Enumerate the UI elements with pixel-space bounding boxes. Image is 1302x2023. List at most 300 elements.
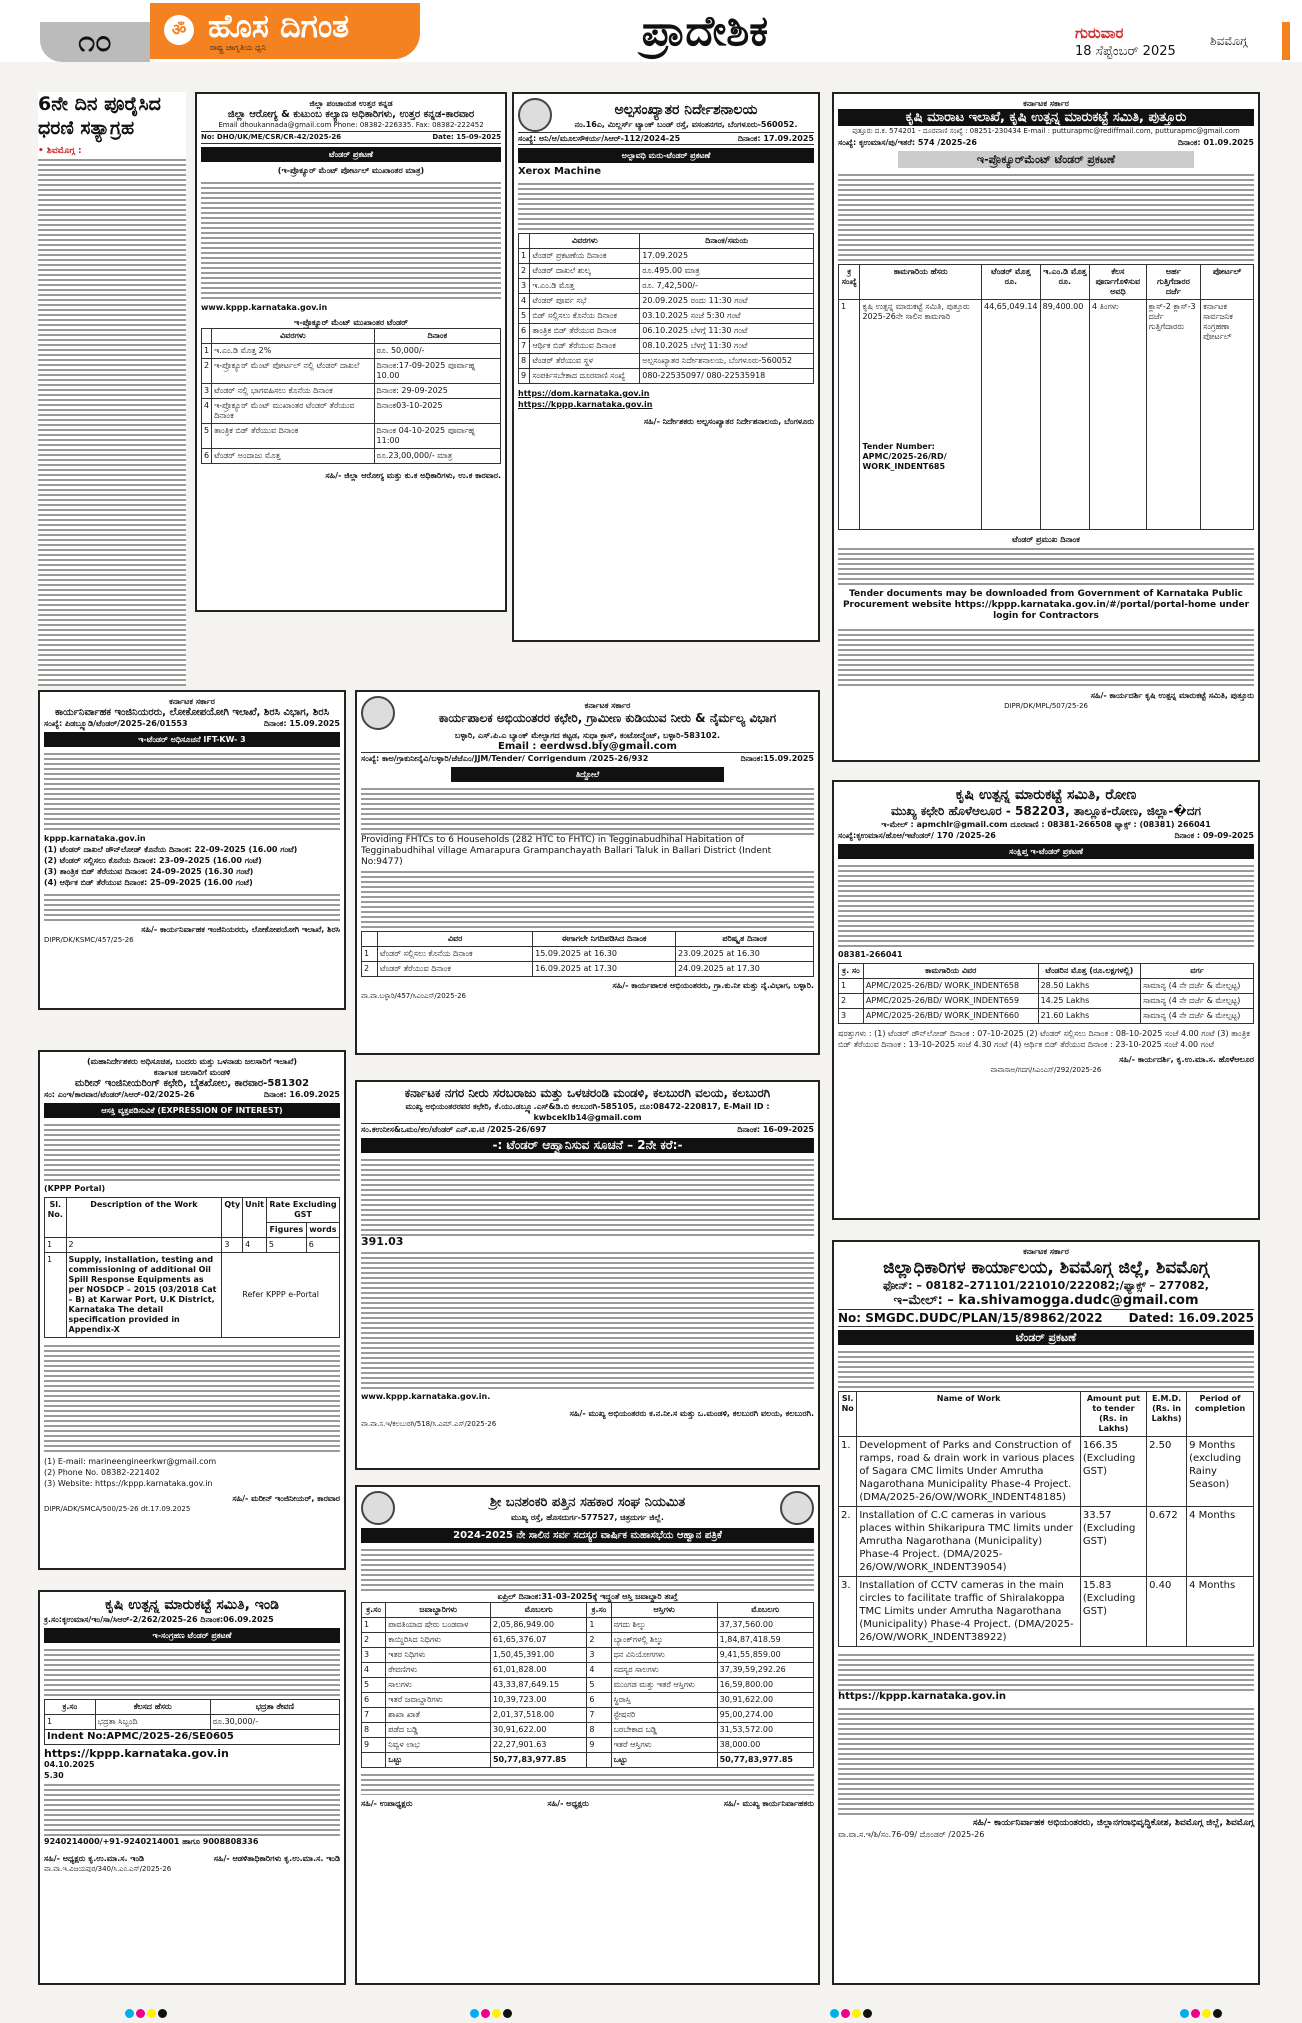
table-cell: 6 [362,1693,386,1708]
tender-table [361,931,814,977]
ad-signature: ಸಹಿ/- ಉಪಾಧ್ಯಕ್ಷರು [361,1799,413,1808]
col-header: ಈಗಾಗಲೇ ನಿಗದಿಪಡಿಸಿದ ದಿನಾಂಕ [533,932,676,947]
table-cell: 21.60 Lakhs [1038,1009,1141,1024]
issue-day: ಗುರುವಾರ [1075,24,1124,42]
ad-schedule-text [838,545,1254,585]
ad-ballari-rdws [355,690,820,1055]
table-cell: 1 [519,249,530,264]
ad-title: ಕಾರ್ಯನಿರ್ವಾಹಕ ಇಂಜಿನಿಯರರು, ಲೋಕೋಪಯೋಗಿ ಇಲಾಖೆ, ಶಿರಸಿ ವಿಭಾಗ, ಶಿರಸಿ [54,707,330,718]
ad-body-text [838,862,1254,947]
table-cell: ಇತರೆ ಆಸ್ತಿಗಳು [611,1738,717,1753]
ad-phone: 9240214000/+91-9240214001 ಹಾಗೂ 9008808336 [44,1837,259,1846]
ad-gov: ಕರ್ನಾಟಕ ಸರ್ಕಾರ [1023,99,1069,108]
ad-address: ನಂ.16ಎ, ಮಿಲ್ಲರ್ಸ್ ಟ್ಯಾಂಕ್ ಬಂಡ್ ರಸ್ತೆ, ವಸಂತನಗರ, ಬೆಂಗಳೂರು-560052. [574,119,798,129]
table-cell: 4 [202,399,212,424]
table-cell: Installation of C.C cameras in various places within Shikaripura TMC limits under Amrutha Nagarothana (Municipality) Phase-4 Project. (DMA/2025-26/OW/WORK_INDENT39054) [857,1507,1081,1577]
ad-contact: ಮುಖ್ಯ ಅಭಿಯಂತರರವರ ಕಛೇರಿ, ಕೆ.ಯು.ಡಬ್ಲ್ಯೂ.ಎಸ್&ಡಿ.ಬಿ ಕಲಬುರಗಿ-585105, ದೂ:08472-220817, E-Mail ID : kwbceklb14@gmail.com [405,1102,770,1122]
ad-website[interactable]: www.kppp.karnataka.gov.in. [361,1392,491,1401]
table-row [519,354,814,369]
table-cell: ಸಾಮಾನ್ಯ (4 ನೇ ದರ್ಜೆ & ಮೇಲ್ಪಟ್ಟ) [1141,1009,1254,1024]
ad-ref: ಸಂಖ್ಯೆ:ಕೃಉಮಾಸ/ಹೊಆ/ಇಟೆಂಡರ್/ 170 /2025-26 [838,831,996,840]
ad-body-text [838,1705,1254,1815]
table-cell: ರೂ.23,00,000/- ಮಾತ್ರ [374,449,500,464]
table-cell: 2 [587,1633,611,1648]
col-header: ಟೆಂಡರಿನ ಮೊತ್ತ (ರೂ.ಲಕ್ಷಗಳಲ್ಲಿ) [1038,964,1141,979]
table-cell: 16.09.2025 at 17.30 [533,962,676,977]
table-cell: 9,41,55,859.00 [717,1648,813,1663]
tender-table: Sl. No. Description of the Work Qty Unit Rate Excluding GST Figures words 1 2 3 4 5 6 1 Supply, installation, testing and commissioning of additional Oil Spill Response Equipments as per NOSDCP – 2015 (03/2018 Cat – B) at Karwar Port, U.K District, Karnataka The detail specification provided in Appendix-X Refer KPPP e-Portal [44,1197,340,1338]
ad-notice: ಇ-ಟೆಂಡರ್ ಅಧಿಸೂಚನೆ IFT-KW- 3 [44,732,340,747]
ad-date: Dated: 16.09.2025 [1128,1311,1254,1325]
ad-signature: ಸಹಿ/- ನಿರ್ದೇಶಕರು ಅಲ್ಪಸಂಖ್ಯಾತರ ನಿರ್ದೇಶನಾಲಯ, ಬೆಂಗಳೂರು [643,417,814,426]
table-cell: 3 [519,279,530,294]
accent-bar [1282,22,1290,60]
ad-puttur-apmc [832,92,1260,762]
col-header: ಕೆಲಸ ಪೂರ್ಣಗೊಳಿಸುವ ಅವಧಿ [1090,265,1147,300]
table-cell: ಸ್ಥಿರಾಸ್ತಿ [611,1693,717,1708]
ad-sirsi-pwd [38,690,346,1010]
issue-date: 18 ಸೆಪ್ಟೆಂಬರ್ 2025 [1075,44,1176,59]
table-cell: 16,59,800.00 [717,1678,813,1693]
table-row [362,1708,814,1723]
table-row [202,424,501,449]
table-row [362,947,814,962]
ad-ref: No: DHO/UK/ME/CSR/CR-42/2025-26 [201,133,342,141]
table-cell: ಟೆಂಡರ್ ಅಂದಾಜು ಮೊತ್ತ [212,449,374,464]
table-cell: 61,01,828.00 [490,1663,586,1678]
ad-title: ಜಿಲ್ಲಾ ಆರೋಗ್ಯ & ಕುಟುಂಬ ಕಲ್ಯಾಣ ಅಧಿಕಾರಿಗಳು, ಉತ್ತರ ಕನ್ನಡ-ಕಾರವಾರ [227,109,475,120]
table-cell: 17.09.2025 [640,249,814,264]
col-header: ಭದ್ರತಾ ಠೇವಣಿ [210,1700,339,1715]
ad-signature: ಸಹಿ/- ಅಧ್ಯಕ್ಷರು [547,1799,589,1808]
ad-body-text [518,180,814,230]
ad-download-note[interactable]: Tender documents may be downloaded from Government of Karnataka Public Procurement website https://kppp.karnataka.gov.in/#/portal/portal-home under login for Contractors [842,589,1250,621]
table-cell: 1 [362,1618,386,1633]
ad-date: ದಿನಾಂಕ: 16-09-2025 [737,1125,814,1134]
table-cell: 33.57 (Excluding GST) [1080,1507,1146,1577]
col-header: ಪರಿಷ್ಕೃತ ದಿನಾಂಕ [676,932,814,947]
table-cell: ಇತರ ನಿಧಿಗಳು [386,1648,491,1663]
col-header: ಇ.ಎಂ.ಡಿ ಮೊತ್ತ ರೂ. [1040,265,1089,300]
table-cell: Installation of CCTV cameras in the main circles to facilitate traffic of Shiralakoppa TMC Limits under Amrutha Nagarothana (Municipality) Phase-4 Project. (DMA/2025-26/OW/WORK_INDENT38922) [857,1577,1081,1647]
ad-date: ದಿನಾಂಕ: 16.09.2025 [263,1090,340,1099]
table-cell: ಸ್ಟೇಷನರಿ [611,1708,717,1723]
ad-dipr: ವಾ.ವಾ.ಬಳ್ಳಾರಿ/457/ಸಿಎಂಎಸ್/2025-26 [361,992,467,1000]
ad-body-text [44,1121,340,1181]
col-header: ಕೆಲಸದ ಹೆಸರು [95,1700,210,1715]
ad-signature: ಸಹಿ/- ಕಾರ್ಯನಿರ್ವಾಹಕ ಇಂಜಿನಿಯರರು, ಲೋಕೋಪಯೋಗಿ ಇಲಾಖೆ, ಶಿರಸಿ [141,925,340,934]
ad-body-text [361,1249,814,1389]
ad-date: ದಿನಾಂಕ:15.09.2025 [740,754,814,763]
ad-dipr: ವಾವಾಸಾಅ/ಗದಗ/ಸಿಎಂಎಸ್/292/2025-26 [990,1066,1102,1074]
table-cell: 080-22535097/ 080-22535918 [640,369,814,384]
table-cell: 5 [519,309,530,324]
table-row [839,1437,1254,1507]
brand-name: ಹೊಸ ದಿಗಂತ [208,7,350,45]
ad-title: ಕೃಷಿ ಉತ್ಪನ್ನ ಮಾರುಕಟ್ಟೆ ಸಮಿತಿ, ರೋಣ [955,787,1137,803]
table-row [519,294,814,309]
ad-contact: Email dhoukannada@gmail.com Phone: 08382-226335. Fax: 08382-222452 [218,121,484,129]
table-cell: 8 [587,1723,611,1738]
table-cell: 3 [587,1648,611,1663]
table-cell: 7 [519,339,530,354]
ad-title: ಮರೀನ್ ಇಂಜಿನೀಯರಿಂಗ್ ಕಛೇರಿ, ಬೈತಖೋಲ, ಕಾರವಾರ-581302 [74,1078,310,1089]
table-cell: ರೂ. 50,000/- [374,344,500,359]
table-cell: ತಾಂತ್ರಿಕ ಬಿಡ್ ತೆರೆಯುವ ದಿನಾಂಕ [530,324,640,339]
ad-notice: ಆಸಕ್ತಿ ವ್ಯಕ್ತಪಡಿಸುವಿಕೆ (EXPRESSION OF INTEREST) [44,1103,340,1118]
table-row [519,264,814,279]
ad-notice: -: ಟೆಂಡರ್ ಆಹ್ವಾನಿಸುವ ಸೂಚನೆ – 2ನೇ ಕರೆ:- [361,1138,814,1153]
table-cell: 43,33,87,649.15 [490,1678,586,1693]
col-header: ವಿವರ [378,932,533,947]
col-header: ದಿನಾಂಕ/ಸಮಯ [640,234,814,249]
col-header: ಟೆಂಡರ್ ಮೊತ್ತ ರೂ. [981,265,1040,300]
ad-portal: (KPPP Portal) [44,1184,106,1193]
table-row [519,339,814,354]
ad-title: ಶ್ರೀ ಬನಶಂಕರಿ ಪತ್ತಿನ ಸಹಕಾರ ಸಂಘ ನಿಯಮಿತ [489,1494,686,1510]
government-emblem-icon [361,696,395,730]
ad-address: ಮುಖ್ಯ ರಸ್ತೆ, ಹೊಸದುರ್ಗ-577527, ಚಿತ್ರದುರ್ಗ ಜಿಲ್ಲೆ. [511,1512,664,1522]
tender-table [838,963,1254,1024]
table-cell: ದಿನಾಂಕ 04-10-2025 ಪೂರ್ವಾಹ್ನ 11:00 [374,424,500,449]
ad-body-text [44,750,340,830]
table-cell: Development of Parks and Construction of ramps, road & drain work in various places of Sagara CMC limits Under Amrutha Nagarothana Municipality Phase-4 Project. (DMA/2025-26/OW/WORK_INDENT48185) [857,1437,1081,1507]
contact-website[interactable]: (3) Website: https://kppp.karnataka.gov.in [44,1479,213,1488]
ad-dipr: ವಾ.ವಾ.ಇ.ವಿಜಯಪುರ/340/ಸಿ.ಎಂ.ಎಸ್/2025-26 [44,1865,172,1873]
ad-body-text [838,1651,1254,1691]
ad-body-text [838,1348,1254,1388]
tender-table [201,328,501,464]
table-cell: 30,91,622.00 [490,1723,586,1738]
table-cell: ಪಡೆದ ಬಡ್ಡಿ [386,1723,491,1738]
om-icon: ॐ [164,15,194,45]
table-row [362,1633,814,1648]
ad-ref: ಸಂ: ಎಂಇ/ಕಾರವಾರ/ಟೆಂಡರ್/ಸಿಆರ್-02/2025-26 [44,1090,195,1099]
table-cell: APMC/2025-26/BD/ WORK_INDENT659 [863,994,1038,1009]
ad-org: ಜಿಲ್ಲಾ ಪಂಚಾಯತ ಉತ್ತರ ಕನ್ನಡ [309,99,393,108]
col-header: Amount put to tender (Rs. in Lakhs) [1080,1392,1146,1437]
ad-work: Providing FHTCs to 6 Households (282 HTC to FHTC) in Tegginabudhihal Habitation of Tegginabudhihal village Amarapura Grampanchayath Ballari Taluk in Ballari District (Indent No:9477) [361,835,772,867]
ad-title: ಕಾರ್ಯಪಾಲಕ ಅಭಿಯಂತರರ ಕಛೇರಿ, ಗ್ರಾಮೀಣ ಕುಡಿಯುವ ನೀರು & ನೈರ್ಮಲ್ಯ ವಿಭಾಗ [438,711,777,725]
tender-table: ಕ್ರ.ಸಂ ಕೆಲಸದ ಹೆಸರು ಭದ್ರತಾ ಠೇವಣಿ 1 ಭದ್ರತಾ ಸಿಬ್ಬಂದಿ ರೂ.30,000/- Indent No:APMC/2025-26/SE0605 [44,1699,340,1745]
ad-signature: ಸಹಿ/- ಮುಖ್ಯ ಕಾರ್ಯನಿರ್ವಾಹಕರು [723,1799,814,1808]
table-row [362,1663,814,1678]
registration-marks [1180,2003,1224,2022]
table-cell: 5 [362,1678,386,1693]
contact-email[interactable]: (1) E-mail: marineengineerkwr@gmail.com [44,1457,217,1466]
table-cell: 2. [839,1507,857,1577]
table-row [362,1738,814,1753]
anniversary-logo-icon [780,1491,814,1525]
table-cell: ಇ-ಪ್ರೊಕ್ಯೂರ್ ಮೆಂಟ್ ಮುಖಾಂತರ ಟೆಂಡರ್ ತೆರೆಯುವ ದಿನಾಂಕ [212,399,374,424]
ad-holealur-apmc [832,780,1260,1220]
table-cell: 06.10.2025 ಬೆಳಗ್ಗೆ 11:30 ಗಂಟೆ [640,324,814,339]
table-cell: ಟೆಂಡರ್ ತೆರೆಯುವ ದಿನಾಂಕ [378,962,533,977]
ad-signature: ಸಹಿ/- ಕಾರ್ಯನಿರ್ವಾಹಕ ಅಭಿಯಂತರರು, ಜಿಲ್ಲಾನಗರಾಭಿವೃದ್ಧಿಕೋಶ, ಶಿವಮೊಗ್ಗ ಜಿಲ್ಲೆ, ಶಿವಮೊಗ್ಗ [972,1818,1254,1828]
ad-website[interactable]: https://kppp.karnataka.gov.in [838,1691,1007,1702]
table-cell: 23.09.2025 at 16.30 [676,947,814,962]
news-dateline: • ಶಿವಮೊಗ್ಗ : [38,146,82,156]
ad-banashankari-bank [355,1485,820,1985]
ad-link[interactable]: https://dom.karnataka.gov.in [518,389,650,398]
table-cell: 6 [587,1693,611,1708]
ad-notice: ಇ-ಸಂಗ್ರಹಣ ಟೆಂಡರ್ ಪ್ರಕಟಣೆ [44,1628,340,1643]
ad-sub: (ಮಹಾನಿರ್ದೇಶಕರು ಅಧಿಸೂಚಿತ, ಬಂದರು ಮತ್ತು ಒಳನಾಡು ಜಲಸಾರಿಗೆ ಇಲಾಖೆ) [86,1057,298,1066]
ad-email[interactable]: ಇ–ಮೇಲ್: – ka.shivamogga.dudc@gmail.com [893,1293,1199,1308]
table-cell: 6 [202,449,212,464]
table-cell: 37,39,59,292.26 [717,1663,813,1678]
table-cell: 9 [362,1738,386,1753]
ad-signature: ಸಹಿ/- ಮುಖ್ಯ ಅಭಿಯಂತರರು ಕ.ನ.ನೀ.ಸ ಮತ್ತು ಒ.ಮಂಡಳಿ, ಕಲಬುರಗಿ ವಲಯ, ಕಲಬುರಗಿ. [569,1409,814,1418]
table-cell: 3. [839,1577,857,1647]
col-header: ಕ್ರ.ಸಂ [45,1700,96,1715]
ad-body-text [361,1771,814,1795]
table-cell: 2,01,37,518.00 [490,1708,586,1723]
col-header: ಮೊಬಲಗು [717,1603,813,1618]
table-cell: 1 [839,979,864,994]
table-cell: 1,50,45,391.00 [490,1648,586,1663]
ad-deadline-time: 5.30 [44,1771,64,1780]
ad-email[interactable]: Email : eerdwsd.bly@gmail.com [498,741,677,752]
table-cell: ದಿನಾಂಕ03-10-2025 [374,399,500,424]
table-row [202,449,501,464]
ad-contact: ಪುತ್ತೂರು ದ.ಕ. 574201 - ದೂರವಾಣಿ ಸಂಖ್ಯೆ : 08251-230434 E-mail : putturapmc@rediffmail.com, putturapmc@gmail.com [852,127,1240,135]
ad-phone: 08381-266041 [838,950,903,959]
news-headline: 6ನೇ ದಿನ ಪೂರೈಸಿದ ಧರಣಿ ಸತ್ಯಾಗ್ರಹ [38,93,161,139]
table-cell: ಸಂಪರ್ಕಿಸಬೇಕಾದ ದೂರವಾಣಿ ಸಂಖ್ಯೆ [530,369,640,384]
ad-minority-directorate [512,92,820,642]
table-cell: ಇತರೆ ಜವಾಬ್ದಾರಿಗಳು [386,1693,491,1708]
ad-schedule: ಷರತ್ತುಗಳು : (1) ಟೆಂಡರ್ ಡೌನ್‌ಲೋಡ್ ದಿನಾಂಕ : 07-10-2025 (2) ಟೆಂಡರ್ ಸಲ್ಲಿಸಲು ದಿನಾಂಕ : 08-10-2025 ಸಂಜೆ 4.00 ಗಂಟೆ (3) ತಾಂತ್ರಿಕ ಬಿಡ್ ತೆರೆಯುವ ದಿನಾಂಕ : 13-10-2025 ಸಂಜೆ 4.30 ಗಂಟೆ (4) ಆರ್ಥಿಕ ಬಿಡ್ ತೆರೆಯುವ ದಿನಾಂಕ : 23-10-2025 ಸಂಜೆ 4.00 ಗಂಟೆ [838,1029,1250,1049]
table-cell: 1 [202,344,212,359]
table-cell: 0.40 [1147,1577,1187,1647]
registration-marks [830,2003,874,2022]
table-cell: ಟೆಂಡರ್ ಪೂರ್ವ ಸಭೆ [530,294,640,309]
table-cell: ಬ್ಯಾಂಕ್‌ಗಳಲ್ಲಿ ಶಿಲ್ಕು [611,1633,717,1648]
table-row [519,309,814,324]
table-cell: ಶಾಖಾ ಖಾತೆ [386,1708,491,1723]
table-row [839,1009,1254,1024]
col-header: Period of completion [1187,1392,1254,1437]
newspaper-logo [150,3,420,59]
ad-body-text [838,626,1254,686]
table-cell: 166.35 (Excluding GST) [1080,1437,1146,1507]
ad-signature: ಸಹಿ/- ಆಡಳಿತಾಧಿಕಾರಿಗಳು ಕೃ.ಉ.ಮಾ.ಸ. ಇಂಡಿ [213,1854,340,1863]
registration-marks [470,2003,514,2022]
ad-ref: ಸಂಖ್ಯೆ: ಕಾಅ/ಗ್ರಾಕುನೀನೈವಿ/ಬಳ್ಳಾರಿ/ಜೆಜೆಎಂ/JJM/Tender/ Corrigendum /2025-26/932 [361,754,649,763]
ad-website[interactable]: www.kppp.karnataka.gov.in [201,303,328,312]
table-row [362,1693,814,1708]
table-cell: 3 [202,384,212,399]
table-row [362,962,814,977]
ad-subnotice: (ಇ-ಪ್ರೊಕ್ಯೂರ್ ಮೆಂಟ್ ಪೋರ್ಟಲ್ ಮುಖಾಂತರ ಮಾತ್ರ) [277,166,425,175]
table-cell: 2 [519,264,530,279]
ad-notice: 2024-2025 ನೇ ಸಾಲಿನ ಸರ್ವ ಸದಸ್ಯರ ವಾರ್ಷಿಕ ಮಹಾಸಭೆಯ ಆಹ್ವಾನ ಪತ್ರಿಕೆ [361,1528,814,1543]
government-emblem-icon [518,98,552,132]
ad-table-title: ಇ-ಪ್ರೊಕ್ಯೂರ್ ಮೆಂಟ್ ಮುಖಾಂತರ ಟೆಂಡರ್ [294,318,408,327]
ad-body-text [44,891,340,921]
ad-date: ದಿನಾಂಕ: 17.09.2025 [737,134,814,143]
table-cell: ಧನ ವಿನಿಯೋಗಗಳು [611,1648,717,1663]
ad-body-text [201,179,501,299]
ad-notice: ತಿದ್ದೋಲೆ [451,767,724,782]
tender-date: (3) ತಾಂತ್ರಿಕ ಬಿಡ್ ತೆರೆಯುವ ದಿನಾಂಕ: 24-09-2025 (16.30 ಗಂಟೆ) [44,867,254,876]
col-header: ವರ್ಗ [1141,964,1254,979]
table-row: 1 ಕೃಷಿ ಉತ್ಪನ್ನ ಮಾರುಕಟ್ಟೆ ಸಮಿತಿ, ಪುತ್ತೂರು 2025-26ನೇ ಸಾಲಿನ ಕಾಮಗಾರಿ Tender Number: APMC/2025-26/RD/ WORK_INDENT685 44,65,049.14 89,400.00 4 ತಿಂಗಳು ಕ್ಲಾಸ್-2 ಕ್ಲಾಸ್-3 ದರ್ಜೆ ಗುತ್ತಿಗೆದಾರರು ಕರ್ನಾಟಕ ಸಾರ್ವಜನಿಕ ಸಂಗ್ರಹಣಾ ಪೋರ್ಟಲ್ [839,300,1254,530]
ad-address: ಬಳ್ಳಾರಿ, ಎಸ್.ಪಿ.ಎ ಬ್ಯಾಂಕ್ ಮೇಲ್ಭಾಗದ ಕಟ್ಟಡ, ಸುಧಾ ಕ್ರಾಸ್, ಕಂಟೋನ್ಮೆಂಟ್, ಬಳ್ಳಾರಿ-583102. [454,731,721,740]
table-cell: 1. [839,1437,857,1507]
col-header: ಕ್ರ. ಸಂ [839,964,864,979]
ad-ref: ಸಂ.ಕಉನೀಸ&ಒಮಂ/ಕಲ/ಟೆಂಡರ್ ಎನ್.ಐ.ಟಿ /2025-26/697 [361,1125,547,1134]
table-cell: 30,91,622.00 [717,1693,813,1708]
table-cell: 7 [362,1708,386,1723]
ad-notice: ಅಲ್ಪಾವಧಿ ಮರು-ಟೆಂಡರ್ ಪ್ರಕಟಣೆ [518,148,814,163]
table-cell: 4 [362,1663,386,1678]
table-cell: 6 [519,324,530,339]
table-cell: 24.09.2025 at 17.30 [676,962,814,977]
news-body-text [38,156,186,686]
table-cell: APMC/2025-26/BD/ WORK_INDENT658 [863,979,1038,994]
ad-dipr: ವಾ.ವಾ.ಸ.ಇ/ಕಲಬುರಗಿ/518/ಸಿ.ಎಮ್.ಎಸ್/2025-26 [361,1420,497,1428]
table-cell: 9 [519,369,530,384]
contact-phone: (2) Phone No. 08382-221402 [44,1468,160,1477]
col-header: ಮೊಬಲಗು [490,1603,586,1618]
tender-date: (2) ಟೆಂಡರ್ ಸಲ್ಲಿಸಲು ಕೊನೆಯ ದಿನಾಂಕ: 23-09-2025 (16.00 ಗಂಟೆ) [44,856,262,865]
table-cell: 2 [362,1633,386,1648]
col-header: ಕ್ರ.ಸಂ [362,1603,386,1618]
section-title: ಪ್ರಾದೇಶಿಕ [641,6,769,55]
ad-kalaburagi-kuwsdb [355,1080,820,1470]
bank-logo-icon [361,1491,395,1525]
table-cell: 2.50 [1147,1437,1187,1507]
ad-link[interactable]: https://kppp.karnataka.gov.in [518,400,653,409]
table-cell: ನಿವ್ವಳ ಲಾಭ [386,1738,491,1753]
ad-body-text [361,1156,814,1236]
col-header: ಕ್ರ.ಸಂ [587,1603,611,1618]
ad-phone: ಫೋನ್: – 08182–271101/221010/222082;/ಫ್ಯಾಕ್ಸ್ – 277082, [883,1279,1209,1292]
table-cell: 9 Months (excluding Rainy Season) [1187,1437,1254,1507]
table-row: 1 Supply, installation, testing and commissioning of additional Oil Spill Response Equipments as per NOSDCP – 2015 (03/2018 Cat – B) at Karwar Port, U.K District, Karnataka The detail specification provided in Appendix-X Refer KPPP e-Portal [45,1253,340,1338]
table-cell: 4 [519,294,530,309]
table-cell: 7 [587,1708,611,1723]
table-cell: 0.672 [1147,1507,1187,1577]
ad-signature: ಸಹಿ/- ಮರೀನ್ ಇಂಜಿನೀಯರ್, ಕಾರವಾರ [232,1494,340,1503]
tender-date: (1) ಟೆಂಡರ್ ದಾಖಲೆ ಡೌನ್‌ಲೋಡ್ ಕೊನೆಯ ದಿನಾಂಕ: 22-09-2025 (16.00 ಗಂಟೆ) [44,845,298,854]
ad-dipr: ವಾ.ವಾ.ಸ.ಇ/ಶಿ/ಸಂ.76-09/ ದೊಂಡರ್ /2025-26 [838,1830,985,1839]
table-row [362,1678,814,1693]
tender-date: (4) ಆರ್ಥಿಕ ಬಿಡ್ ತೆರೆಯುವ ದಿನಾಂಕ: 25-09-2025 (16.00 ಗಂಟೆ) [44,878,253,887]
ad-shivamogga-dc [832,1240,1260,1985]
ad-notice: ಟೆಂಡರ್ ಪ್ರಕಟಣೆ [838,1330,1254,1345]
ad-date: Date: 15-09-2025 [432,133,501,141]
ad-website[interactable]: kppp.karnataka.gov.in [44,834,146,843]
ad-body-text [838,171,1254,261]
table-cell: ಬಿಡ್ ಸಲ್ಲಿಸಲು ಕೊನೆಯ ದಿನಾಂಕ [530,309,640,324]
ad-body-text [44,1781,340,1836]
ad-body-text [44,1646,340,1696]
table-cell: 37,37,560.00 [717,1618,813,1633]
ad-notice: ಸಂಕ್ಷಿಪ್ತ ಇ-ಟೆಂಡರ್ ಪ್ರಕಟಣೆ [838,844,1254,859]
table-cell: 38,000.00 [717,1738,813,1753]
statement-title: ಏಪ್ರಿಲ್ ದಿನಾಂಕ:31-03-2025ಕ್ಕೆ ಇದ್ದಂತೆ ಆಸ್ತಿ ಜವಾಬ್ದಾರಿ ತಃಖ್ತೆ [497,1592,678,1601]
col-header: ಆಸ್ತಿಗಳು [611,1603,717,1618]
table-row [202,399,501,424]
registration-marks [125,2003,169,2022]
table-cell: 95,00,274.00 [717,1708,813,1723]
table-row [839,1577,1254,1647]
edition-city: ಶಿವಮೊಗ್ಗ [1210,34,1248,48]
table-cell: ಟೆಂಡರ್ ದಾಖಲೆ ಶುಲ್ಕ [530,264,640,279]
table-cell: 1 [587,1618,611,1633]
ad-gov: ಕರ್ನಾಟಕ ಸರ್ಕಾರ [169,697,215,706]
ad-gov: ಕರ್ನಾಟಕ ಜಲಸಾರಿಗೆ ಮಂಡಳಿ [153,1068,231,1077]
ad-website[interactable]: https://kppp.karnataka.gov.in [44,1747,229,1760]
ad-uttara-kannada [195,92,507,612]
table-cell: 10,39,723.00 [490,1693,586,1708]
ad-amount: 391.03 [361,1235,404,1248]
table-cell: 28.50 Lakhs [1038,979,1141,994]
table-cell: 03.10.2025 ಸಂಜೆ 5:30 ಗಂಟೆ [640,309,814,324]
ad-ref: ಕ್ರ.ಸಂ:ಕೃಉಮಾಸ/ಇಂ/ಸಾ/ಸಿಆರ್-2/262/2025-26 ದಿನಾಂಕ:06.09.2025 [44,1615,274,1624]
col-header: ಪೋರ್ಟಲ್ [1201,265,1254,300]
ad-indi-apmc [38,1590,346,1985]
table-cell: ಟೆಂಡರ್ ನಲ್ಲಿ ಭಾಗವಹಿಸಲು ಕೊನೆಯ ದಿನಾಂಕ [212,384,374,399]
table-cell: ರೂ.495.00 ಮಾತ್ರ [640,264,814,279]
masthead [0,0,1302,62]
table-cell: ಪಾವತಿಯಾದ ಷೇರು ಬಂಡವಾಳ [386,1618,491,1633]
ad-signature: ಸಹಿ/- ಕಾರ್ಯದರ್ಶಿ ಕೃಷಿ ಉತ್ಪನ್ನ ಮಾರುಕಟ್ಟೆ ಸಮಿತಿ, ಪುತ್ತೂರು [1090,691,1254,700]
table-cell: 15.09.2025 at 16.30 [533,947,676,962]
ad-ref: No: SMGDC.DUDC/PLAN/15/89862/2022 [838,1311,1103,1325]
table-row [202,384,501,399]
col-header: ಕ್ರ ಸಂಖ್ಯೆ [839,265,860,300]
table-cell: ಟೆಂಡರ್ ಪ್ರಕಟಣೆಯ ದಿನಾಂಕ [530,249,640,264]
news-article [38,92,186,682]
ad-schedule-title: ಟೆಂಡರ್ ಪ್ರಮುಖ ದಿನಾಂಕ [1012,535,1080,544]
table-cell: 8 [519,354,530,369]
ad-body-text [361,868,814,928]
table-cell: ತಾಂತ್ರಿಕ ಬಿಡ್ ತೆರೆಯುವ ದಿನಾಂಕ [212,424,374,449]
ad-title: ಜಿಲ್ಲಾಧಿಕಾರಿಗಳ ಕಾರ್ಯಾಲಯ, ಶಿವಮೊಗ್ಗ ಜಿಲ್ಲೆ, ಶಿವಮೊಗ್ಗ [883,1258,1209,1278]
ad-dipr: DIPR/DK/KSMC/457/25-26 [44,936,134,944]
table-row [519,249,814,264]
table-cell: ಸಾಲಗಳು [386,1678,491,1693]
ad-karwar-marine [38,1050,346,1570]
table-cell: 5 [587,1678,611,1693]
col-header: ಜವಾಬ್ದಾರಿಗಳು [386,1603,491,1618]
table-cell: ಠೇವಣಿಗಳು [386,1663,491,1678]
ad-signature: ಸಹಿ/- ಕಾರ್ಯಪಾಲಕ ಅಭಿಯಂತರರು, ಗ್ರಾ.ಕು.ನೀ ಮತ್ತು ನೈ.ವಿಭಾಗ, ಬಳ್ಳಾರಿ. [612,981,814,990]
ad-gov: ಕರ್ನಾಟಕ ಸರ್ಕಾರ [584,701,631,710]
ad-signature: ಸಹಿ/- ಕಾರ್ಯದರ್ಶಿ, ಕೃ.ಉ.ಮಾ.ಸ. ಹೊಳೆಆಲೂರ [1119,1055,1254,1064]
table-cell: 1 [362,947,378,962]
table-cell: ಇ-ಪ್ರೊಕ್ಯೂರ್ ಮೆಂಟ್ ಪೋರ್ಟಲ್ ನಲ್ಲಿ ಟೆಂಡರ್ ದಾಖಲೆ [212,359,374,384]
table-row [519,324,814,339]
table-cell: ಬರಬೇಕಾದ ಬಡ್ಡಿ [611,1723,717,1738]
table-row [362,1618,814,1633]
col-header: ಕಾಮಗಾರಿಯ ವಿವರ [863,964,1038,979]
tender-table [838,1391,1254,1647]
table-row [519,369,814,384]
table-cell: 1,84,87,418.59 [717,1633,813,1648]
ad-ref: ಸಂಖ್ಯೆ: ಪಿಡಬ್ಲ್ಯೂಡಿ/ಟೆಂಡರ್/2025-26/01553 [44,719,188,728]
table-cell: ಸದಸ್ಯರ ಸಾಲಗಳು [611,1663,717,1678]
col-header: ಕಾಮಗಾರಿಯ ಹೆಸರು [860,265,982,300]
table-cell: ಅಲ್ಪಸಂಖ್ಯಾತರ ನಿರ್ದೇಶನಾಲಯ, ಬೆಂಗಳೂರು-560052 [640,354,814,369]
table-row [519,279,814,294]
table-cell: ಸಾಮಾನ್ಯ (4 ನೇ ದರ್ಜೆ & ಮೇಲ್ಪಟ್ಟ) [1141,994,1254,1009]
total-row: ಒಟ್ಟು 50,77,83,977.85 ಒಟ್ಟು 50,77,83,977.85 [362,1753,814,1768]
